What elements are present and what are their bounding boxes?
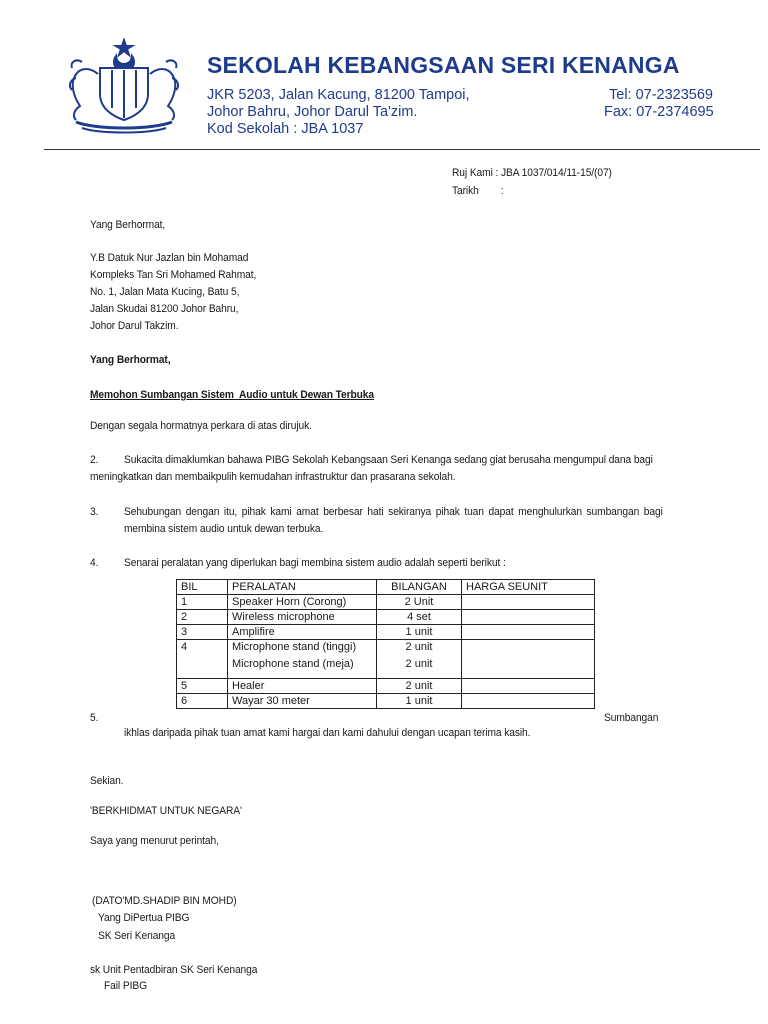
- table-cell-line: Microphone stand (tinggi): [232, 641, 357, 653]
- table-cell: Amplifire: [228, 625, 377, 640]
- salutation: Yang Berhormat,: [90, 219, 166, 231]
- table-cell: Wireless microphone: [228, 610, 377, 625]
- table-cell: 2: [177, 610, 228, 625]
- salutation-bold: Yang Berhormat,: [90, 354, 171, 366]
- state-crest-icon: [62, 38, 186, 134]
- paragraph-text: meningkatkan dan membaikpulih kemudahan infrastruktur dan prasarana sekolah.: [90, 471, 456, 483]
- table-cell: [462, 694, 595, 709]
- table-cell: 5: [177, 679, 228, 694]
- table-row: [177, 595, 595, 610]
- telephone: Tel: 07-2323569: [609, 87, 713, 103]
- paragraph-text: membina sistem audio untuk dewan terbuka.: [124, 523, 324, 535]
- table-cell: 4 set: [377, 610, 462, 625]
- paragraph-number: 3.: [90, 506, 99, 518]
- header-divider: [44, 149, 760, 150]
- paragraph-text: Sumbangan: [604, 712, 659, 724]
- motto: 'BERKHIDMAT UNTUK NEGARA': [90, 805, 242, 817]
- table-cell: [462, 625, 595, 640]
- recipient-line: Jalan Skudai 81200 Johor Bahru,: [90, 303, 239, 315]
- paragraph-text: Senarai peralatan yang diperlukan bagi membina sistem audio adalah seperti berikut :: [124, 557, 506, 569]
- table-cell: 4: [177, 640, 228, 679]
- table-cell-line: 2 unit: [405, 658, 433, 670]
- signatory-name: (DATO'MD.SHADIP BIN MOHD): [92, 895, 237, 907]
- table-cell: [462, 610, 595, 625]
- fax: Fax: 07-2374695: [604, 104, 714, 120]
- address-line-2: Johor Bahru, Johor Darul Ta'zim.: [207, 104, 418, 120]
- recipient-line: Y.B Datuk Nur Jazlan bin Mohamad: [90, 252, 249, 264]
- table-row: [177, 694, 595, 709]
- reference-number: Ruj Kami : JBA 1037/014/11-15/(07): [452, 167, 612, 179]
- paragraph-number: 4.: [90, 557, 99, 569]
- closing-perintah: Saya yang menurut perintah,: [90, 835, 219, 847]
- address-line-1: JKR 5203, Jalan Kacung, 81200 Tampoi,: [207, 87, 470, 103]
- paragraph-text: Sukacita dimaklumkan bahawa PIBG Sekolah Kebangsaan Seri Kenanga sedang giat berusaha mengumpul dana bagi: [124, 454, 653, 466]
- subject-line: Memohon Sumbangan Sistem Audio untuk Dewan Terbuka: [90, 389, 374, 401]
- table-cell: 1 unit: [377, 694, 462, 709]
- table-cell: 2 unit: [377, 679, 462, 694]
- table-cell-line: Microphone stand (meja): [232, 658, 354, 670]
- signatory-org: SK Seri Kenanga: [98, 930, 176, 942]
- table-cell: 1 unit: [377, 625, 462, 640]
- opening-line: Dengan segala hormatnya perkara di atas dirujuk.: [90, 420, 312, 432]
- table-row: [177, 610, 595, 625]
- table-cell: [377, 640, 462, 679]
- school-name: SEKOLAH KEBANGSAAN SERI KENANGA: [207, 52, 680, 78]
- paragraph-number: 2.: [90, 454, 99, 466]
- table-cell: [462, 679, 595, 694]
- recipient-line: No. 1, Jalan Mata Kucing, Batu 5,: [90, 286, 240, 298]
- cc-line: Fail PIBG: [104, 980, 147, 992]
- table-cell: [462, 595, 595, 610]
- table-cell: [462, 640, 595, 679]
- table-cell: 3: [177, 625, 228, 640]
- table-row: [177, 640, 595, 679]
- table-header: BILANGAN: [377, 580, 462, 595]
- table-row: [177, 679, 595, 694]
- table-cell: Healer: [228, 679, 377, 694]
- closing-sekian: Sekian.: [90, 775, 124, 787]
- table-cell: 2 Unit: [377, 595, 462, 610]
- table-header: PERALATAN: [228, 580, 377, 595]
- signatory-title: Yang DiPertua PIBG: [98, 912, 190, 924]
- table-cell: 6: [177, 694, 228, 709]
- table-cell-line: 2 unit: [405, 641, 433, 653]
- equipment-table: [176, 579, 595, 709]
- table-cell: Speaker Horn (Corong): [228, 595, 377, 610]
- table-header: BIL: [177, 580, 228, 595]
- table-header: HARGA SEUNIT: [462, 580, 595, 595]
- paragraph-number: 5.: [90, 712, 99, 724]
- paragraph-text: ikhlas daripada pihak tuan amat kami hargai dan kami dahului dengan ucapan terima kasih.: [124, 727, 531, 739]
- table-cell: [228, 640, 377, 679]
- recipient-line: Kompleks Tan Sri Mohamed Rahmat,: [90, 269, 257, 281]
- date-line: Tarikh :: [452, 185, 504, 197]
- paragraph-text: Sehubungan dengan itu, pihak kami amat berbesar hati sekiranya pihak tuan dapat menghulurkan sumbangan bagi: [124, 506, 663, 518]
- school-code: Kod Sekolah : JBA 1037: [207, 121, 364, 137]
- cc-line: sk Unit Pentadbiran SK Seri Kenanga: [90, 964, 258, 976]
- table-row: [177, 625, 595, 640]
- table-header-row: [177, 580, 595, 595]
- table-cell: 1: [177, 595, 228, 610]
- recipient-line: Johor Darul Takzim.: [90, 320, 179, 332]
- table-cell: Wayar 30 meter: [228, 694, 377, 709]
